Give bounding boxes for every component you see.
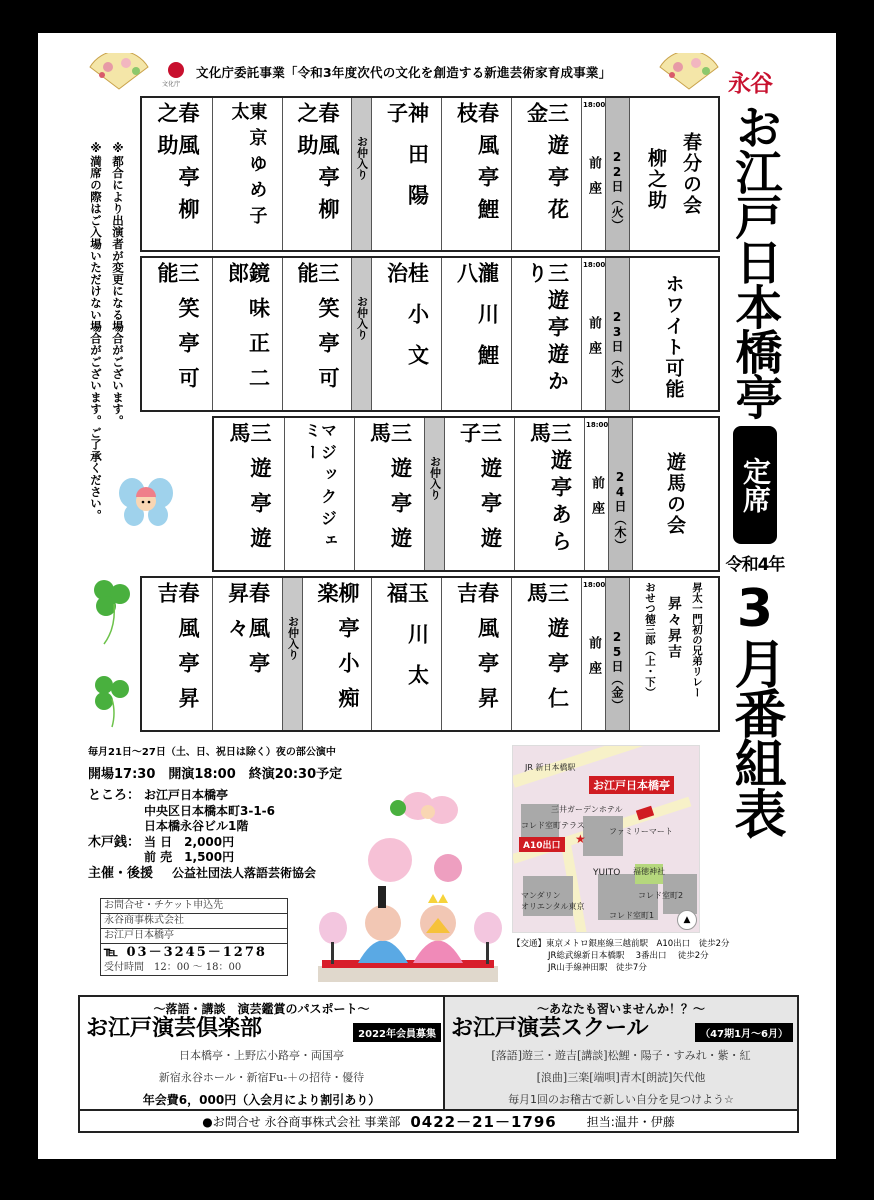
performer-cell: 三遊亭遊かり: [511, 258, 581, 410]
price-same-day: 当 日 2,000円: [144, 834, 235, 849]
club-title: お江戸演芸倶楽部: [86, 1016, 263, 1041]
club-benefits: 新宿永谷ホール・新宿Fu-＋の招待・優待: [158, 1071, 365, 1084]
club-membership-tag: 2022年会員募集: [353, 1023, 441, 1042]
brand-logo: 永谷: [728, 71, 772, 97]
schedule-row-25: [140, 576, 720, 732]
performer-cell: 瀧川鯉八: [441, 258, 511, 410]
school-teachers-1: [落語]遊三・遊吉[講談]松鯉・陽子・すみれ・紫・紅: [491, 1049, 751, 1062]
place-name: お江戸日本橋亭: [144, 788, 229, 802]
ticket-hours: 受付時間 12：00 ～ 18：00: [104, 962, 242, 973]
intermission-cell: お仲入り: [282, 578, 302, 730]
price-advance: 前 売 1,500円: [144, 850, 235, 864]
performer-cell: 三遊亭遊馬: [354, 418, 424, 570]
performer-cell: 三笑亭可能: [282, 258, 351, 410]
butterfly-fairy-illustration: [118, 473, 174, 529]
clover-illustration: [90, 673, 134, 729]
time-cell: 18:00 前座: [581, 98, 605, 250]
folding-fan-left-illustration: [88, 53, 150, 91]
school-term-tag: （47期1月～6月）: [695, 1023, 793, 1042]
club-fee: 年会費6，000円（入会月により割引あり）: [142, 1093, 381, 1107]
map-exit-label: A10出口: [519, 837, 565, 852]
club-subtitle: ～落語・講談 演芸鑑賞のパスポート～: [153, 1002, 370, 1016]
teiseki-badge: 定席: [733, 426, 777, 544]
promo-section: [78, 995, 799, 1111]
event-title-cell: 柳之助 春分の会: [629, 98, 718, 250]
ticket-company: 永谷商事株式会社: [101, 914, 287, 929]
organizer-name: 公益社団法人落語芸術協会: [172, 865, 317, 880]
performer-cell: 桂小文治: [371, 258, 441, 410]
access-map: お江戸日本橋亭 A10出口 ★ JR 新日本橋駅 三井ガーデンホテル コレド室町テラス ファミリーマート YUITO 福徳神社 マンダリン オリエンタル東京 コレド室町2 コレド室町1 ▲: [512, 745, 700, 933]
school-slogan: 毎月1回のお稽古で新しい自分を見つけよう☆: [508, 1093, 734, 1106]
ticket-inquiry-heading: お問合せ・チケット申込先: [101, 899, 287, 914]
performer-cell: 玉川太福: [371, 578, 441, 730]
note-full: ※満席の際はご入場いただけない場合がございます。ご了承ください。: [89, 141, 103, 522]
date-cell: 25日（金）: [605, 578, 629, 730]
header-sponsorship-text: 文化庁委託事業「令和3年度次代の文化を創造する新進芸術家育成事業」: [196, 65, 612, 80]
schedule-row-23: [140, 256, 720, 412]
agency-logo-label: 文化庁: [162, 81, 181, 88]
intermission-cell: お仲入り: [351, 98, 371, 250]
performer-cell: 三遊亭遊子: [444, 418, 514, 570]
performer-cell: 春風亭昇吉: [155, 582, 200, 722]
contact-bar: [78, 1109, 799, 1133]
flyer-page: [38, 33, 836, 1159]
access-info: 【交通】 東京メトロ銀座線三越前駅 A10出口 徒歩2分 JR総武線新日本橋駅 3番出口 徒歩2分 JR山手線神田駅 徒歩7分: [512, 939, 730, 973]
program-title: 3月番組表: [725, 579, 785, 837]
engei-club-box: [80, 997, 445, 1109]
price-label: 木戸銭：: [88, 834, 141, 850]
contact-label: ●お問合せ 永谷商事株式会社 事業部: [202, 1114, 401, 1129]
event-title-cell: おせつ徳三郎（上・下） 昇々昇吉 昇太一門初の兄弟リレー: [629, 578, 718, 730]
performer-cell: 三遊亭花金: [511, 98, 581, 250]
ticket-venue: お江戸日本橋亭: [101, 929, 287, 944]
era-year: 令和4年: [725, 555, 785, 575]
schedule-row-22: [140, 96, 720, 252]
event-title-cell: ホワイト可能: [629, 258, 718, 410]
performer-cell: 柳亭小痴楽: [302, 578, 371, 730]
performer-cell: 春風亭柳之助: [282, 98, 351, 250]
ticket-inquiry-box: [100, 898, 288, 976]
date-cell: 22日（火）: [605, 98, 629, 250]
title-column: [720, 103, 790, 837]
venue-title: お江戸日本橋亭: [727, 103, 783, 418]
folding-fan-right-illustration: [658, 53, 720, 91]
note-change: ※都合により出演者が変更になる場合がございます。: [111, 141, 125, 427]
date-cell: 24日（木）: [608, 418, 632, 570]
star-marker-icon: ★: [575, 832, 586, 846]
time-cell: 18:00 前座: [581, 578, 605, 730]
contact-phone[interactable]: 0422－21－1796: [410, 1112, 557, 1131]
event-title-cell: 遊馬の会: [632, 418, 718, 570]
notice-notes: [88, 141, 126, 521]
event-info: [88, 743, 342, 881]
schedule-row-24: [212, 416, 720, 572]
performer-cell: 神田陽子: [371, 98, 441, 250]
time-cell: 18:00 前座: [584, 418, 608, 570]
date-cell: 23日（水）: [605, 258, 629, 410]
organizer-label: 主催・後援: [88, 865, 154, 881]
performer-cell: 春風亭柳之助: [155, 102, 200, 230]
contact-staff: 担当:温井・伊藤: [586, 1114, 675, 1129]
ticket-phone[interactable]: ℡ 03－3245－1278: [104, 945, 267, 960]
performer-cell: 三笑亭可能: [155, 262, 200, 402]
engei-school-box: [445, 997, 797, 1109]
place-building: 日本橋永谷ビル1階: [144, 819, 249, 833]
performer-cell: 三遊亭仁馬: [511, 578, 581, 730]
club-venues: 日本橋亭・上野広小路亭・両国亭: [179, 1049, 344, 1062]
place-address: 中央区日本橋本町3-1-6: [144, 803, 276, 818]
performer-cell: 鏡味正二郎: [212, 258, 282, 410]
north-compass-icon: ▲: [677, 910, 697, 930]
performance-period: 毎月21日～27日（土、日、祝日は除く）夜の部公演中: [88, 747, 336, 758]
school-teachers-2: [浪曲]三楽[端唄]青木[朗読]矢代他: [536, 1071, 706, 1084]
performance-times: 開場17:30 開演18:00 終演20:30予定: [88, 767, 343, 782]
performer-cell: 東京ゆめ子 太: [212, 98, 282, 250]
school-subtitle: ～あなたも習いませんか！？～: [536, 1002, 705, 1016]
performer-cell: 春風亭鯉枝: [441, 98, 511, 250]
school-title: お江戸演芸スクール: [451, 1016, 649, 1041]
performer-cell: マジックジェミー: [284, 418, 354, 570]
performer-cell: 春風亭昇吉: [441, 578, 511, 730]
intermission-cell: お仲入り: [424, 418, 444, 570]
clover-illustration: [90, 578, 134, 648]
agency-logo-icon: [168, 62, 184, 78]
place-label: ところ：: [88, 788, 141, 803]
performer-cell: 三遊亭あら馬: [514, 418, 584, 570]
performer-cell: 三遊亭遊馬: [227, 422, 272, 562]
intermission-cell: お仲入り: [351, 258, 371, 410]
performer-cell: 春風亭昇々: [212, 578, 282, 730]
time-cell: 18:00 前座: [581, 258, 605, 410]
map-venue-label: お江戸日本橋亭: [589, 776, 674, 794]
